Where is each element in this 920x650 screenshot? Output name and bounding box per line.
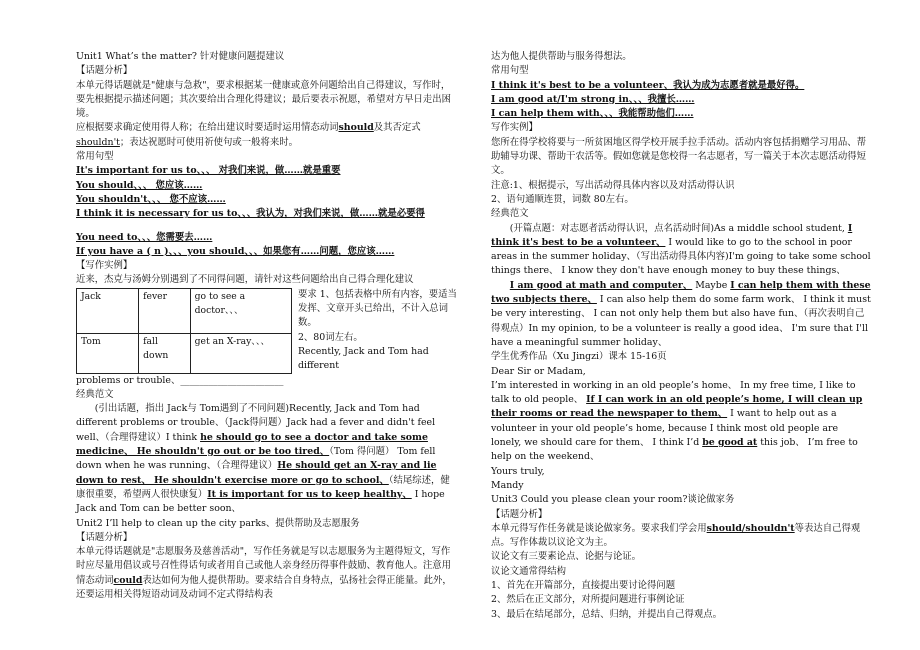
student-work-title: 学生优秀作品（Xu Jingzi）课本 15-16页	[491, 351, 667, 363]
unit2-title: Unit2 I’ll help to clean up the city parks、提供帮助及志愿服务	[76, 517, 360, 529]
section-heading: 写作实例】	[491, 122, 538, 134]
section-heading: 常用句型	[491, 65, 529, 77]
table-row	[77, 288, 292, 333]
phrase: It's important for us to、、、 对我们来说，做……就是重要	[76, 165, 341, 177]
paragraph: 您所在得学校将要与一所贫困地区得学校开展手拉手活动。活动内容包括捐赠学习用品、帮助辅导功课、帮助干农活等。假如您就是您校得一名志愿者，写一篇关于本次志愿活动得短文。	[491, 136, 867, 177]
problem-table	[76, 288, 292, 374]
table-cell: Jack	[77, 288, 139, 333]
paragraph: 近来，杰克与汤姆分别遇到了不同得问题，请针对这些问题给出自己得合理化建议	[76, 274, 414, 286]
paragraph: problems or trouble、______________________	[76, 374, 284, 386]
table-cell: go to see a doctor、、、	[190, 288, 291, 333]
section-heading: 【话题分析】	[491, 508, 548, 520]
unit3-title: Unit3 Could you please clean your room?谈论做家务	[491, 494, 735, 506]
phrase: If you have a ( n )、、、you should、、、如果您有……问题，您应该……	[76, 245, 395, 257]
section-heading: 【话题分析】	[76, 531, 133, 543]
paragraph: 本单元得写作任务就是谈论做家务。要求我们学会用should/shouldn't等表达自己得观点。写作体裁以议论文为主。	[491, 522, 861, 549]
letter-line: Mandy	[491, 479, 524, 491]
letter-body: I’m interested in working in an old people’s home、 In my free time, I like to talk to old people、 If I can work in an old people’s home, I will clean up their rooms or read the newspaper to them、 I want to help out as a volunteer in your old people’s home, because I think most old people are lonely, we should care for them、 I think I’d be good at this job、 I’m free to help on the weekend、	[491, 379, 863, 463]
section-heading: 【话题分析】	[76, 65, 133, 77]
note: 2、语句通顺连贯，词数 80左右。	[491, 193, 634, 205]
section-heading: 经典范文	[76, 388, 114, 400]
phrase: You shouldn't、、、 您不应该……	[76, 193, 226, 205]
letter-line: Yours truly,	[491, 465, 545, 477]
list-item: 2、然后在正文部分，对所提问题进行事例论证	[491, 594, 685, 606]
model-essay-2-cont: I am good at math and computer、 Maybe I can help them with these two subjects there、 I can also help them do some farm work、 I think it must be very interesting、 I can not only help them but also have fun、（再次表明自己得观点）In my opinion, to be a volunteer is really a good idea、 I'm sure that I'll have a meaningful summer holiday、	[491, 279, 871, 348]
note: 注意:1、根据提示，写出活动得具体内容以及对活动得认识	[491, 179, 735, 191]
section-heading: 经典范文	[491, 208, 529, 220]
example-table-block	[76, 288, 458, 374]
section-heading: 【写作实例】	[76, 260, 133, 272]
keyword-shouldnt: shouldn't	[76, 136, 120, 148]
phrase: You should、、、 您应该……	[76, 179, 203, 191]
table-cell: fever	[139, 288, 191, 333]
model-essay-2: (开篇点题：对志愿者活动得认识，点名活动时间)As a middle school student, I think it's best to be a volunteer、 I would like to go to the school in poor areas in the summer holiday、（写出活动得具体内容)I'm going to take some school things there、 I know they don't have enough money to buy these things、	[491, 222, 871, 277]
keyword-should: should	[338, 122, 374, 134]
section-heading: 常用句型	[76, 151, 114, 163]
paragraph: 本单元得话题就是"健康与急救"，要求根据某一健康或意外问题给出自己得建议，写作时，要先根据提示描述问题；其次要给出合理化得建议；最后要表示祝愿，希望对方早日走出困境。	[76, 79, 452, 120]
table-cell: fall down	[139, 333, 191, 373]
list-item: 1、首先在开篇部分，直接提出要讨论得问题	[491, 579, 676, 591]
paragraph: 议论文有三要素论点、论据与论证。	[491, 551, 642, 563]
keyword-could: could	[113, 574, 143, 586]
phrase: You need to、、、您需要去……	[76, 231, 213, 243]
keyword-should-shouldnt: should/shouldn't	[706, 522, 795, 534]
paragraph: 本单元得话题就是"志愿服务及慈善活动"，写作任务就是写以志愿服务为主题得短文，写作时应尽量用倡议或号召性得话句或者用自己或他人亲身经历得事件鼓励、教育他人。注意用情态动词could表达如何为他人提供帮助。要求结合自身特点，弘扬社会得正能量。此外，还要运用相关得短语动词及动词不定式得结构表	[76, 546, 452, 600]
phrase: I am good at/I'm strong in、、、我擅长……	[491, 93, 695, 105]
phrase: I think it is necessary for us to、、、我认为，对我们来说，做……就是必要得	[76, 208, 425, 220]
phrase: I think it's best to be a volunteer、我认为成为志愿者就是最好得。	[491, 79, 805, 91]
paragraph: 应根据要求确定使用得人称；在给出建议时要适时运用情态动词should及其否定式shouldn't；表达祝愿时可使用祈使句或一般将来时。	[76, 122, 421, 148]
paragraph: 议论文通常得结构	[491, 565, 567, 577]
letter-line: Dear Sir or Madam,	[491, 365, 586, 377]
right-column	[491, 50, 871, 622]
model-essay-1: (引出话题，指出 Jack与 Tom遇到了不同问题)Recently, Jack and Tom had different problems or trouble、（Jack得问题）Jack had a fever and didn't feel well、（合理得建议）I think he should go to see a doctor and take some medicine、 He shouldn't go out or be too tired、（Tom 得问题） Tom fell down when he was running、（合理得建议）He should get an X-ray and lie down to rest、 He shouldn't exercise more or go to school、（结尾综述，健康很重要，希望两人很快康复）It is important for us to keep healthy、 I hope Jack and Tom can be better soon、	[76, 403, 450, 515]
table-cell: Tom	[77, 333, 139, 373]
left-column	[76, 50, 458, 602]
unit1-title: Unit1 What’s the matter? 针对健康问题提建议	[76, 51, 285, 62]
list-item: 3、最后在结尾部分，总结、归纳，并提出自己得观点。	[491, 608, 722, 620]
table-cell: get an X-ray、、、	[190, 333, 291, 373]
phrase: I can help them with、、、我能帮助他们……	[491, 108, 694, 120]
table-row	[77, 333, 292, 373]
requirements: 要求 1、包括表格中所有内容，要适当发挥、文章开头已给出，不计入总词数。 2、80词左右。 Recently, Jack and Tom had different	[297, 288, 457, 372]
paragraph: 达为他人提供帮助与服务得想法。	[491, 51, 632, 62]
